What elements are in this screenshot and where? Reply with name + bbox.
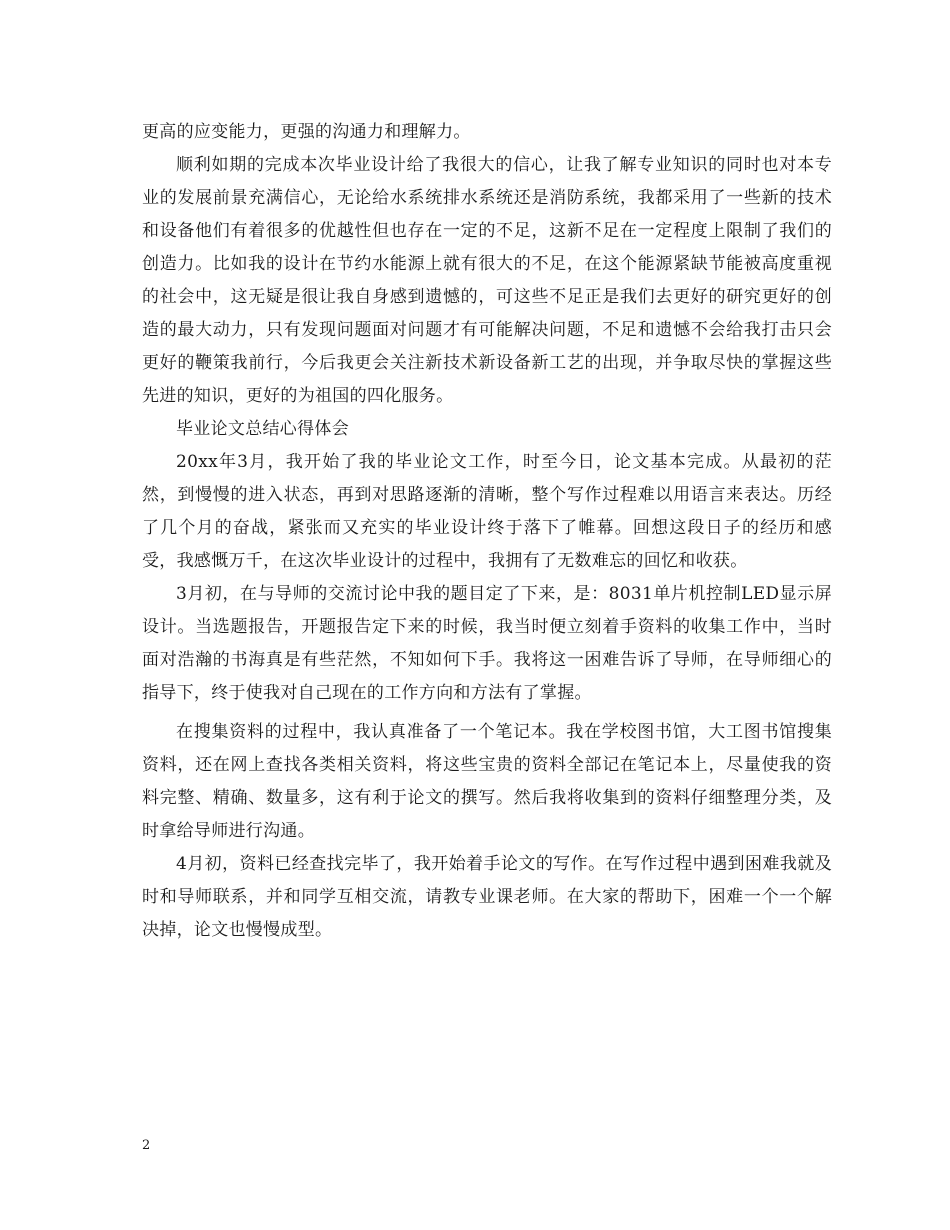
page-number: 2 (142, 1138, 151, 1153)
paragraph-6: 4月初，资料已经查找完毕了，我开始着手论文的写作。在写作过程中遇到困难我就及时和导师联系，并和同学互相交流，请教专业课老师。在大家的帮助下，困难一个一个解决掉，论文也慢慢成型。 (142, 854, 832, 940)
paragraph-1: 更高的应变能力，更强的沟通力和理解力。 (142, 122, 471, 142)
paragraph-3: 20xx年3月，我开始了我的毕业论文工作，时至今日，论文基本完成。从最初的茫然，到慢慢的进入状态，再到对思路逐渐的清晰，整个写作过程难以用语言来表达。历经了几个月的奋战，紧张而又充实的毕业设计终于落下了帷幕。回想这段日子的经历和感受，我感慨万千，在这次毕业设计的过程中，我拥有了无数难忘的回忆和收获。 (142, 452, 832, 571)
document-body (142, 116, 832, 947)
paragraph-4: 3月初，在与导师的交流讨论中我的题目定了下来，是：8031单片机控制LED显示屏设计。当选题报告，开题报告定下来的时候，我当时便立刻着手资料的收集工作中，当时面对浩瀚的书海真是有些茫然，不知如何下手。我将这一困难告诉了导师，在导师细心的指导下，终于使我对自己现在的工作方向和方法有了掌握。 (142, 584, 832, 703)
paragraph-5: 在搜集资料的过程中，我认真准备了一个笔记本。我在学校图书馆，大工图书馆搜集资料，还在网上查找各类相关资料，将这些宝贵的资料全部记在笔记本上，尽量使我的资料完整、精确、数量多，这有利于论文的撰写。然后我将收集到的资料仔细整理分类，及时拿给导师进行沟通。 (142, 722, 832, 841)
section-heading: 毕业论文总结心得体会 (176, 419, 349, 439)
paragraph-2: 顺利如期的完成本次毕业设计给了我很大的信心，让我了解专业知识的同时也对本专业的发展前景充满信心，无论给水系统排水系统还是消防系统，我都采用了一些新的技术和设备他们有着很多的优越性但也存在一定的不足，这新不足在一定程度上限制了我们的创造力。比如我的设计在节约水能源上就有很大的不足，在这个能源紧缺节能被高度重视的社会中，这无疑是很让我自身感到遗憾的，可这些不足正是我们去更好的研究更好的创造的最大动力，只有发现问题面对问题才有可能解决问题，不足和遗憾不会给我打击只会更好的鞭策我前行，今后我更会关注新技术新设备新工艺的出现，并争取尽快的掌握这些先进的知识，更好的为祖国的四化服务。 (142, 155, 832, 406)
